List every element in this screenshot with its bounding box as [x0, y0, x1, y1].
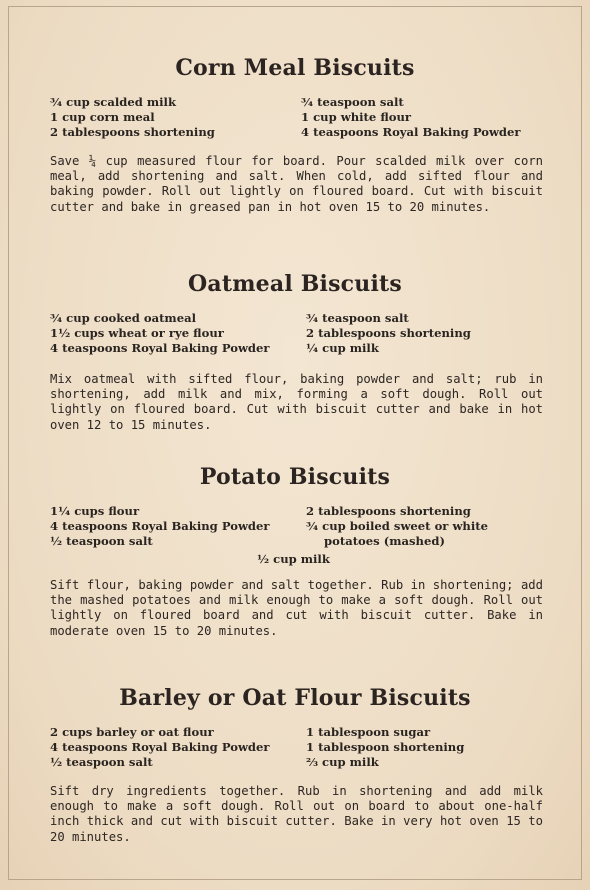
- ingredients-right-column: [306, 504, 488, 549]
- ingredients-left-column: [50, 725, 270, 770]
- ingredient-list: [0, 504, 590, 552]
- recipe-instructions: Mix oatmeal with sifted flour, baking powder and salt; rub in shortening, add milk and mix, forming a soft dough. Roll out lightly on floured board. Cut with biscuit cutter and bake in hot oven 12 to 15 minutes.: [50, 372, 543, 432]
- ingredient: potatoes (mashed): [324, 534, 445, 548]
- ingredient: ¾ cup boiled sweet or white: [306, 519, 489, 533]
- ingredient-list: [0, 311, 590, 359]
- ingredients-right-column: [301, 95, 521, 140]
- ingredient: 2 tablespoons shortening: [50, 125, 215, 139]
- ingredient: 1¼ cups flour: [50, 504, 140, 518]
- ingredients-left-column: [50, 311, 270, 356]
- ingredient: ¾ cup scalded milk: [50, 95, 176, 109]
- ingredient-center: ½ cup milk: [257, 552, 330, 566]
- ingredient: ½ teaspoon salt: [50, 755, 153, 769]
- ingredient: 1½ cups wheat or rye flour: [50, 326, 224, 340]
- ingredients-right-column: [306, 725, 464, 770]
- ingredient: ¼ cup milk: [306, 341, 379, 355]
- ingredients-left-column: [50, 504, 270, 549]
- ingredients-right-column: [306, 311, 471, 356]
- recipe-title: Corn Meal Biscuits: [175, 55, 415, 81]
- recipe-barley-oat-flour-biscuits: [0, 685, 590, 773]
- ingredient: 4 teaspoons Royal Baking Powder: [50, 519, 270, 533]
- ingredient: 1 cup corn meal: [50, 110, 155, 124]
- ingredient: 1 tablespoon shortening: [306, 740, 465, 754]
- ingredient: 4 teaspoons Royal Baking Powder: [50, 341, 270, 355]
- ingredient: ¾ teaspoon salt: [306, 311, 409, 325]
- ingredient: ¾ teaspoon salt: [301, 95, 404, 109]
- recipe-corn-meal-biscuits: [0, 55, 590, 143]
- recipe-title: Barley or Oat Flour Biscuits: [119, 685, 471, 711]
- ingredient: ½ teaspoon salt: [50, 534, 153, 548]
- ingredient: 4 teaspoons Royal Baking Powder: [50, 740, 270, 754]
- ingredient: 2 tablespoons shortening: [306, 504, 471, 518]
- ingredient: 1 cup white flour: [301, 110, 412, 124]
- ingredient: ¾ cup cooked oatmeal: [50, 311, 196, 325]
- recipe-title: Oatmeal Biscuits: [188, 271, 402, 297]
- recipe-potato-biscuits: [0, 464, 590, 566]
- ingredient: 1 tablespoon sugar: [306, 725, 431, 739]
- recipe-instructions: Sift flour, baking powder and salt together. Rub in shortening; add the mashed potatoes and milk enough to make a soft dough. Roll out lightly on floured board and cut with biscuit cutter. Bake in moderate oven 15 to 20 minutes.: [50, 578, 543, 638]
- ingredient-list: [0, 95, 590, 143]
- recipe-instructions: Sift dry ingredients together. Rub in shortening and add milk enough to make a soft dough. Roll out on board to about one-half inch thick and cut with biscuit cutter. Bake in very hot oven 15 to 20 minutes.: [50, 784, 543, 844]
- ingredient: 2 cups barley or oat flour: [50, 725, 214, 739]
- recipe-oatmeal-biscuits: [0, 271, 590, 359]
- ingredient-list: [0, 725, 590, 773]
- ingredient: ⅔ cup milk: [306, 755, 379, 769]
- ingredient: 2 tablespoons shortening: [306, 326, 471, 340]
- recipe-title: Potato Biscuits: [199, 464, 391, 490]
- ingredient: 4 teaspoons Royal Baking Powder: [301, 125, 521, 139]
- recipe-instructions: Save ¼ cup measured flour for board. Pour scalded milk over corn meal, add shortening and salt. When cold, add sifted flour and baking powder. Roll out lightly on floured board. Cut with biscuit cutter and bake in greased pan in hot oven 15 to 20 minutes.: [50, 154, 543, 214]
- ingredients-left-column: [50, 95, 215, 140]
